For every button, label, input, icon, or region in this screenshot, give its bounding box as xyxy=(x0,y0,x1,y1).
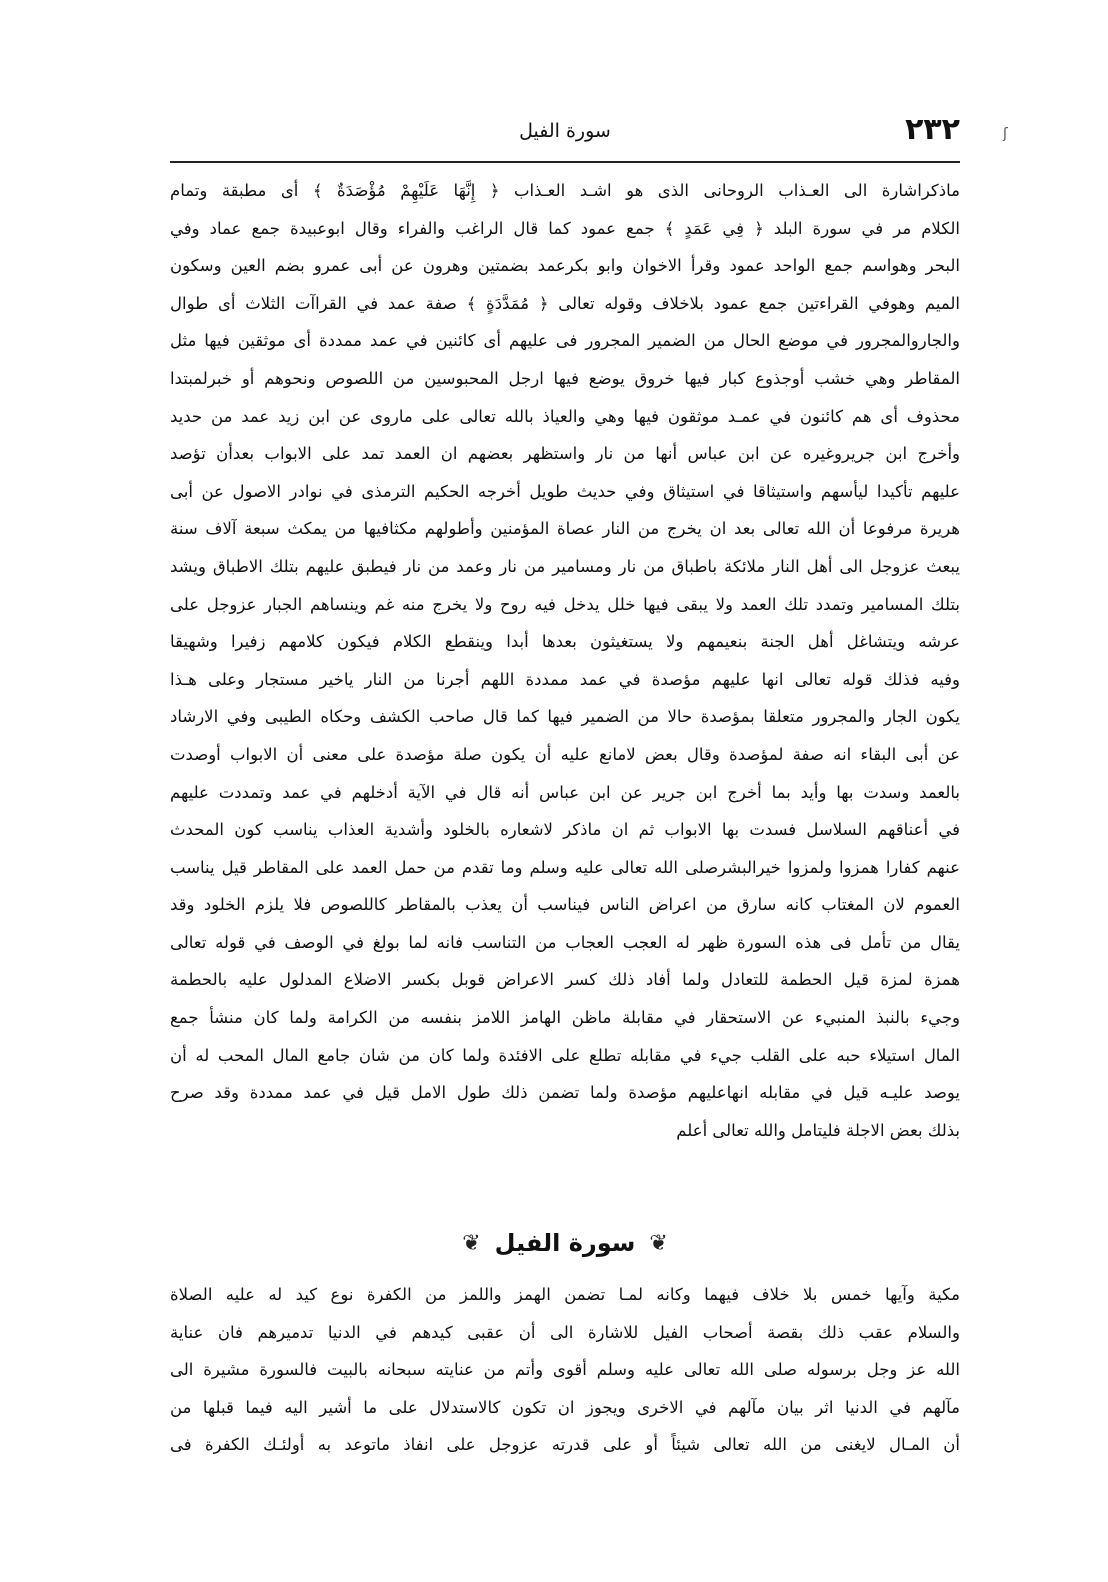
surah-title: سورة الفيل xyxy=(494,1229,636,1257)
text-line: همزة لمزة قيل الحطمة للتعادل ولما أفاد ذلك كسر الاعراض قوبل بكسر الاضلاع المدلول عليه بالحطمة xyxy=(170,970,960,990)
text-line: الكلام مر في سورة البلد ﴿ فِي عَمَدٍ ﴾ جمع عمود كما قال الراغب والفراء وقال ابوعبيدة جمع عماد وفي xyxy=(170,218,960,238)
running-title: سورة الفيل xyxy=(519,120,611,142)
text-line: مآلهم في الدنيا اثر بيان مآلهم في الاخرى ويجوز ان تكون كالاستدلال على ما أشير اليه فيما قبلها من xyxy=(170,1397,960,1417)
text-line: بالعمد وسدت بها وأيد بما أخرج ابن جرير عن ابن عباس أنه قال في الآية أدخلهم في عمد وتمددت عليهم xyxy=(170,782,960,802)
surah-heading xyxy=(170,1218,960,1268)
header-rule xyxy=(170,161,960,163)
page-header xyxy=(170,108,960,158)
text-line: بتلك المسامير وتمدد تلك العمد ولا يبقى فيها خلل يدخل فيه روح ولا يخرج منه غم وينساهم الجبار عزوجل على xyxy=(170,594,960,614)
margin-mark: ʃ xyxy=(1003,126,1008,142)
text-line: عنهم كفارا همزوا ولمزوا خيرالبشرصلى الله تعالى عليه وسلم وما تقدم من حمل العمد على المقاطر قيل يناسب xyxy=(170,857,960,877)
page-number: ٢٣٢ xyxy=(905,112,960,147)
text-line: وفيه فذلك قوله تعالى انها عليهم مؤصدة في عمد ممددة اللهم أجرنا من النار ياخير مستجار وعلى هـذا xyxy=(170,669,960,689)
text-line: العموم لان المغتاب كانه سارق من اعراض الناس فيناسب أن يعذب بالمقاطر كاللصوص فلا يلزم الخلود وقد xyxy=(170,895,960,915)
text-line: الله عز وجل برسوله صلى الله تعالى عليه وسلم أقوى وأتم من عنايته سبحانه بالبيت فالسورة مشيرة الى xyxy=(170,1360,960,1380)
text-line: يكون الجار والمجرور متعلقا بمؤصدة حالا من الضمير فيها كما قال صاحب الكشف وحكاه الطيبى وفي الارشاد xyxy=(170,707,960,727)
text-line: البحر وهواسم جمع الواحد عمود وقرأ الاخوان وابو بكرعمد بضمتين وهرون عن أبى عمرو بضم العين وسكون xyxy=(170,256,960,276)
commentary-body xyxy=(170,172,960,1149)
text-line: عرشه ويتشاغل أهل الجنة بنعيمهم ولا يستغيثون بعدها أبدا وينقطع الكلام فيكون كلامهم زفيرا وشهيقا xyxy=(170,632,960,652)
text-line: عليهم تأكيدا ليأسهم واستيثاقا في استيثاق وفي حديث طويل أخرجه الحكيم الترمذى في نوادر الاصول عن أبى xyxy=(170,481,960,501)
text-line: محذوف أى هم كائنون في عمـد موثقون فيها وهي والعياذ بالله تعالى على ماروى عن ابن زيد عمد من حديد xyxy=(170,406,960,426)
text-line: يقال من تأمل فى هذه السورة ظهر له العجب العجاب من التناسب فانه لما بولغ في الوصف في قوله تعالى xyxy=(170,932,960,952)
text-line: والسلام عقب ذلك بقصة أصحاب الفيل للاشارة الى أن عقبى كيدهم في الدنيا تدميرهم فان عناية xyxy=(170,1322,960,1342)
text-line: المقاطر وهي خشب أوجذوع كبار فيها خروق يوضع فيها ارجل المحبوسين من اللصوص ونحوهم أو خبرلمبتدا xyxy=(170,368,960,388)
ornament-right-icon: ❦ xyxy=(649,1230,668,1256)
text-line: هريرة مرفوعا أن الله تعالى بعد ان يخرج من النار عصاة المؤمنين وأطولهم مكثافيها من يمكث سبعة آلاف سنة xyxy=(170,519,960,539)
text-line: الميم وهوفي القراءتين جمع عمود بلاخلاف وقوله تعالى ﴿ مُمَدَّدَةٍ ﴾ صفة عمد في القراآت الثلاث أى طوال xyxy=(170,293,960,313)
text-line: والجاروالمجرور في موضع الحال من الضمير المجرور فى عليهم أى كائنين في عمد ممددة أى موثقين فيها مثل xyxy=(170,331,960,351)
text-line: أن المـال لايغنى من الله تعالى شيئاً أو على قدرته عزوجل على انفاذ ماتوعد به أولئـك الكفرة فى xyxy=(170,1435,960,1455)
text-line: في أعناقهم السلاسل فسدت بها الابواب ثم ان ماذكر لاشعاره بالخلود وأشدية العذاب يناسب كون المحدث xyxy=(170,820,960,840)
text-line: يبعث عزوجل الى أهل النار ملائكة باطباق من نار ومسامير من نار وعمد من نار فيطبق عليهم بتلك الاطباق ويشد xyxy=(170,556,960,576)
surah-intro xyxy=(170,1276,960,1464)
text-line: وأخرج ابن جريروغيره عن ابن عباس أنها من نار واستظهر بعضهم ان العمد تمد على الابواب بعدأن تؤصد xyxy=(170,444,960,464)
text-line: وجيء بالنبذ المنبيء عن الاستحقار في مقابلة ماظن الهامز اللامز بنفسه من الكرامة ولما كان منشأ جمع xyxy=(170,1008,960,1028)
text-line: يوصد عليـه قيل في مقابله انهاعليهم مؤصدة ولما تضمن ذلك طول الامل قيل في عمد ممددة وقد صرح xyxy=(170,1083,960,1103)
text-line: مكية وآيها خمس بلا خلاف فيهما وكانه لمـا تضمن الهمز واللمز من الكفرة نوع كيد له عليه الصلاة xyxy=(170,1285,960,1304)
ornament-left-icon: ❦ xyxy=(462,1230,481,1256)
text-line: عن أبى البقاء انه صفة لمؤصدة وقال بعض لامانع عليه أن يكون صلة مؤصدة على معنى أن الابواب أوصدت xyxy=(170,744,960,764)
text-line: بذلك بعض الاجلة فليتامل والله تعالى أعلم xyxy=(676,1120,960,1140)
text-line: ماذكراشارة الى العـذاب الروحانى الذى هو اشـد العـذاب ﴿ إِنَّهَا عَلَيْهِمْ مُؤْصَدَةٌ ﴾ أى مطبقة وتمام xyxy=(170,181,960,200)
text-line: المال استيلاء حبه على القلب جيء في مقابله تطلع على الافئدة ولما كان من شان جامع المال المحب له أن xyxy=(170,1045,960,1065)
